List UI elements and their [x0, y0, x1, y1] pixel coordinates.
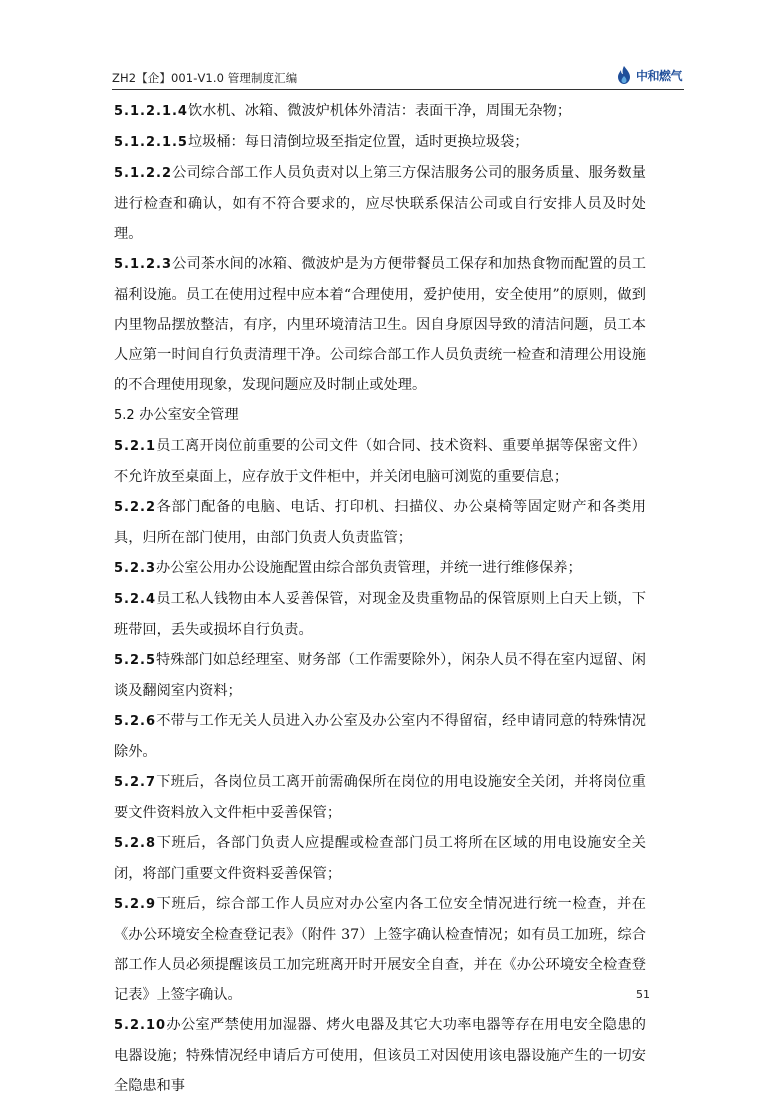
paragraph [114, 249, 646, 400]
paragraph-text: 垃圾桶：每日清倒垃圾至指定位置，适时更换垃圾袋； [187, 134, 529, 150]
paragraph-text: 下班后，综合部工作人员应对办公室内各工位安全情况进行统一检查，并在《办公环境安全检查登记表》（附件 37）上签字确认检查情况；如有员工加班，综合部工作人员必须提醒该员工加完班离开时开展安全自查，并在《办公环境安全检查登记表》上签字确认。 [114, 896, 646, 1003]
paragraph-text: 员工离开岗位前重要的公司文件（如合同、技术资料、重要单据等保密文件）不允许放至桌面上，应存放于文件柜中，并关闭电脑可浏览的重要信息； [114, 438, 646, 485]
flame-logo-icon [615, 65, 633, 85]
section-number: 5.2.9 [114, 897, 157, 912]
paragraph [114, 1010, 646, 1101]
paragraph [114, 706, 646, 767]
paragraph [114, 400, 646, 431]
section-number: 5.2.1 [114, 439, 157, 454]
paragraph-text: 办公室严禁使用加湿器、烤火电器及其它大功率电器等存在用电安全隐患的电器设施；特殊情况经申请后方可使用，但该员工对因使用该电器设施产生的一切安全隐患和事 [114, 1017, 646, 1094]
paragraph [114, 431, 646, 492]
paragraph-text: 公司综合部工作人员负责对以上第三方保洁服务公司的服务质量、服务数量进行检查和确认，如有不符合要求的，应尽快联系保洁公司或自行安排人员及时处理。 [114, 165, 646, 242]
section-number: 5.2.5 [114, 653, 157, 668]
paragraph [114, 96, 646, 127]
document-title: ZH2【企】001-V1.0 管理制度汇编 [112, 71, 298, 85]
section-number: 5.2.10 [114, 1018, 167, 1033]
logo-text: 中和燃气 [635, 68, 682, 83]
paragraph-text: 员工私人钱物由本人妥善保管，对现金及贵重物品的保管原则上白天上锁，下班带回，丢失或损坏自行负责。 [114, 591, 646, 638]
paragraph-text: 下班后，各岗位员工离开前需确保所在岗位的用电设施安全关闭，并将岗位重要文件资料放入文件柜中妥善保管； [114, 774, 646, 821]
paragraph [114, 645, 646, 706]
paragraph [114, 767, 646, 828]
section-number: 5.2.8 [114, 836, 157, 851]
paragraph-text: 办公室公用办公设施配置由综合部负责管理，并统一进行维修保养； [156, 560, 582, 576]
page-header [112, 64, 684, 88]
paragraph-text: 特殊部门如总经理室、财务部（工作需要除外），闲杂人员不得在室内逗留、闲谈及翻阅室内资料； [114, 652, 646, 699]
paragraph [114, 553, 646, 584]
section-number: 5.2 [114, 408, 135, 423]
paragraph [114, 889, 646, 1010]
section-number: 5.2.3 [114, 561, 157, 576]
company-logo [615, 64, 682, 86]
section-number: 5.2.7 [114, 775, 157, 790]
section-number: 5.1.2.1.5 [114, 135, 188, 150]
paragraph [114, 158, 646, 249]
paragraph-text: 各部门配备的电脑、电话、打印机、扫描仪、办公桌椅等固定财产和各类用具，归所在部门使用，由部门负责人负责监管； [114, 499, 646, 546]
paragraph-text: 下班后，各部门负责人应提醒或检查部门员工将所在区域的用电设施安全关闭，将部门重要文件资料妥善保管； [114, 835, 646, 882]
paragraph-text: 不带与工作无关人员进入办公室及办公室内不得留宿，经申请同意的特殊情况除外。 [114, 713, 646, 760]
section-number: 5.2.4 [114, 592, 157, 607]
page-number: 51 [636, 988, 650, 1001]
section-number: 5.1.2.1.4 [114, 104, 188, 119]
paragraph [114, 127, 646, 158]
header-divider [112, 89, 684, 90]
paragraph [114, 584, 646, 645]
document-body [114, 96, 646, 1101]
paragraph [114, 828, 646, 889]
paragraph-text: 饮水机、冰箱、微波炉机体外清洁：表面干净，周围无杂物； [187, 103, 572, 119]
paragraph-text: 公司茶水间的冰箱、微波炉是为方便带餐员工保存和加热食物而配置的员工福利设施。员工在使用过程中应本着“合理使用，爱护使用，安全使用”的原则，做到内里物品摆放整洁，有序，内里环境清洁卫生。因自身原因导致的清洁问题，员工本人应第一时间自行负责清理干净。公司综合部工作人员负责统一检查和清理公用设施的不合理使用现象，发现问题应及时制止或处理。 [114, 256, 646, 393]
section-number: 5.1.2.3 [114, 257, 172, 272]
paragraph-text: 办公室安全管理 [139, 407, 239, 423]
section-number: 5.2.2 [114, 500, 157, 515]
section-number: 5.1.2.2 [114, 166, 172, 181]
section-number: 5.2.6 [114, 714, 157, 729]
paragraph [114, 492, 646, 553]
